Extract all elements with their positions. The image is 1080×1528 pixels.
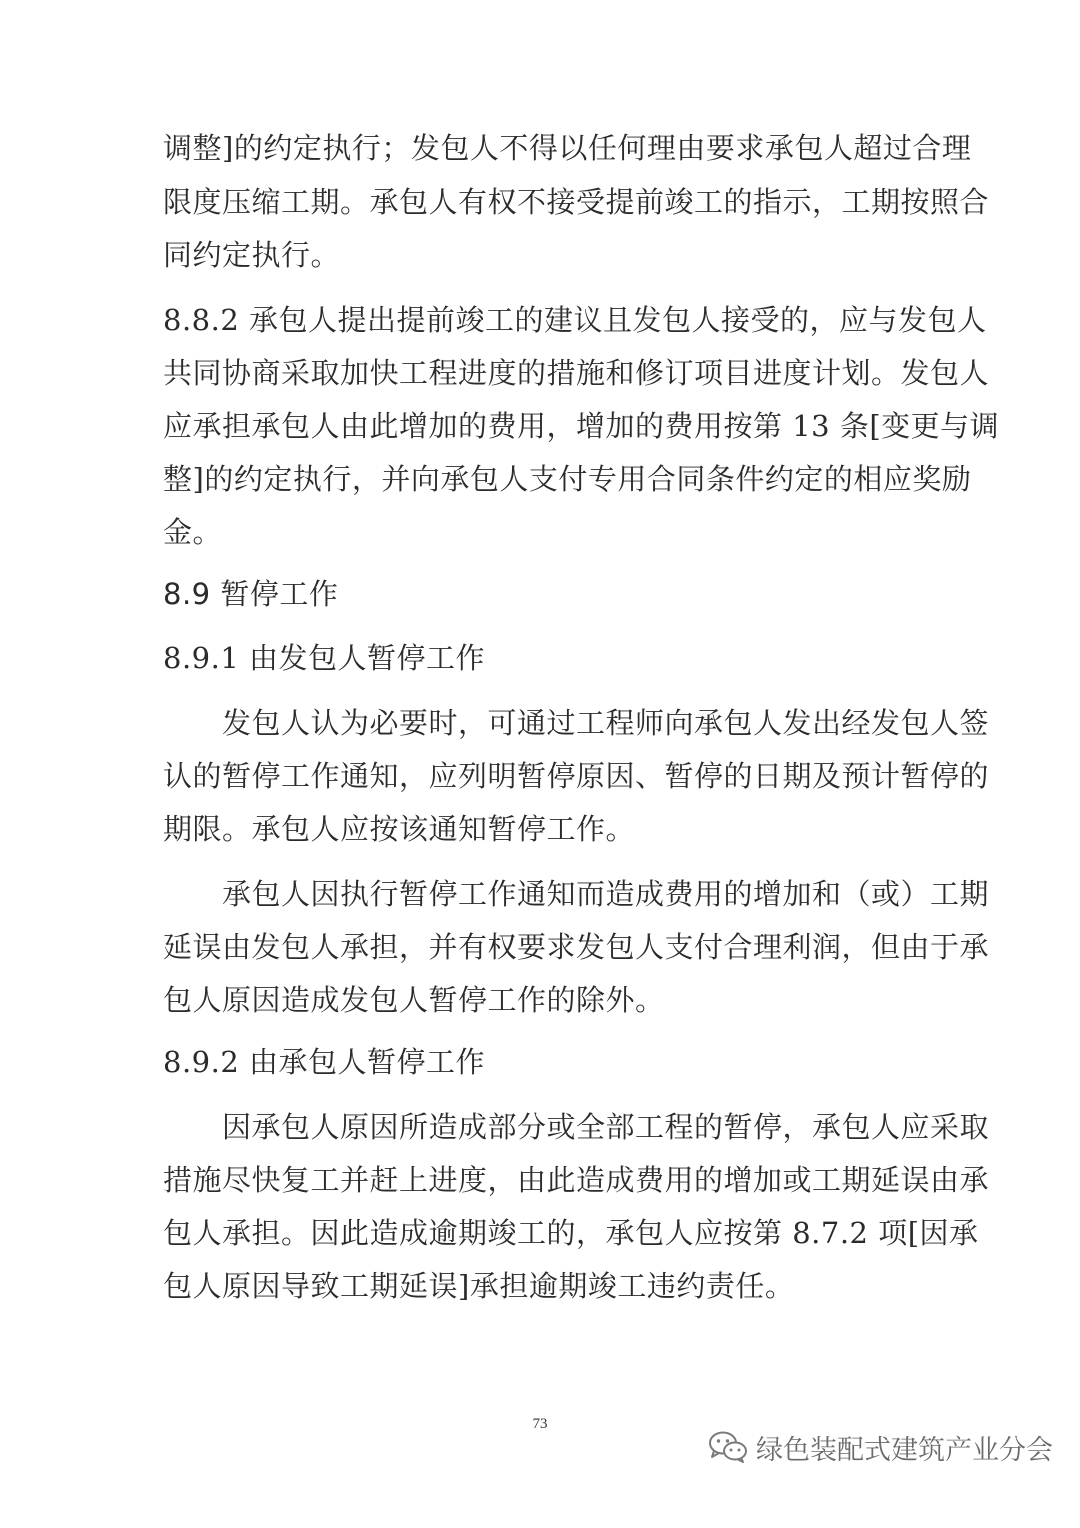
text-line: 包人承担。因此造成逾期竣工的，承包人应按第 8.7.2 项[因承 bbox=[163, 1216, 979, 1250]
text-line: 限度压缩工期。承包人有权不接受提前竣工的指示，工期按照合 bbox=[163, 185, 990, 219]
subsection-heading: 8.9.1 由发包人暂停工作 bbox=[163, 641, 486, 675]
text-line: 金。 bbox=[163, 515, 223, 549]
subsection-heading: 8.9.2 由承包人暂停工作 bbox=[163, 1045, 486, 1079]
watermark bbox=[708, 1425, 1053, 1469]
text-line: 发包人认为必要时，可通过工程师向承包人发出经发包人签 bbox=[222, 706, 990, 740]
text-line: 期限。承包人应按该通知暂停工作。 bbox=[163, 812, 636, 846]
text-line: 整]的约定执行，并向承包人支付专用合同条件约定的相应奖励 bbox=[163, 462, 972, 496]
text-line: 认的暂停工作通知，应列明暂停原因、暂停的日期及预计暂停的 bbox=[163, 759, 990, 793]
text-line: 应承担承包人由此增加的费用，增加的费用按第 13 条[变更与调 bbox=[163, 409, 1000, 443]
text-line: 同约定执行。 bbox=[163, 238, 341, 272]
text-line: 包人原因造成发包人暂停工作的除外。 bbox=[163, 983, 665, 1017]
watermark-text: 绿色装配式建筑产业分会 bbox=[756, 1434, 1053, 1466]
text-line: 包人原因导致工期延误]承担逾期竣工违约责任。 bbox=[163, 1269, 795, 1303]
text-line: 调整]的约定执行；发包人不得以任何理由要求承包人超过合理 bbox=[163, 131, 972, 165]
text-line: 8.8.2 承包人提出提前竣工的建议且发包人接受的，应与发包人 bbox=[163, 303, 987, 337]
section-heading: 8.9 暂停工作 bbox=[163, 577, 339, 611]
page-number: 73 bbox=[532, 1416, 548, 1432]
text-line: 延误由发包人承担，并有权要求发包人支付合理利润，但由于承 bbox=[163, 930, 990, 964]
text-line: 措施尽快复工并赶上进度，由此造成费用的增加或工期延误由承 bbox=[163, 1163, 990, 1197]
wechat-icon bbox=[708, 1430, 748, 1464]
text-line: 共同协商采取加快工程进度的措施和修订项目进度计划。发包人 bbox=[163, 356, 990, 390]
text-line: 因承包人原因所造成部分或全部工程的暂停，承包人应采取 bbox=[222, 1110, 990, 1144]
text-line: 承包人因执行暂停工作通知而造成费用的增加和（或）工期 bbox=[222, 877, 990, 911]
